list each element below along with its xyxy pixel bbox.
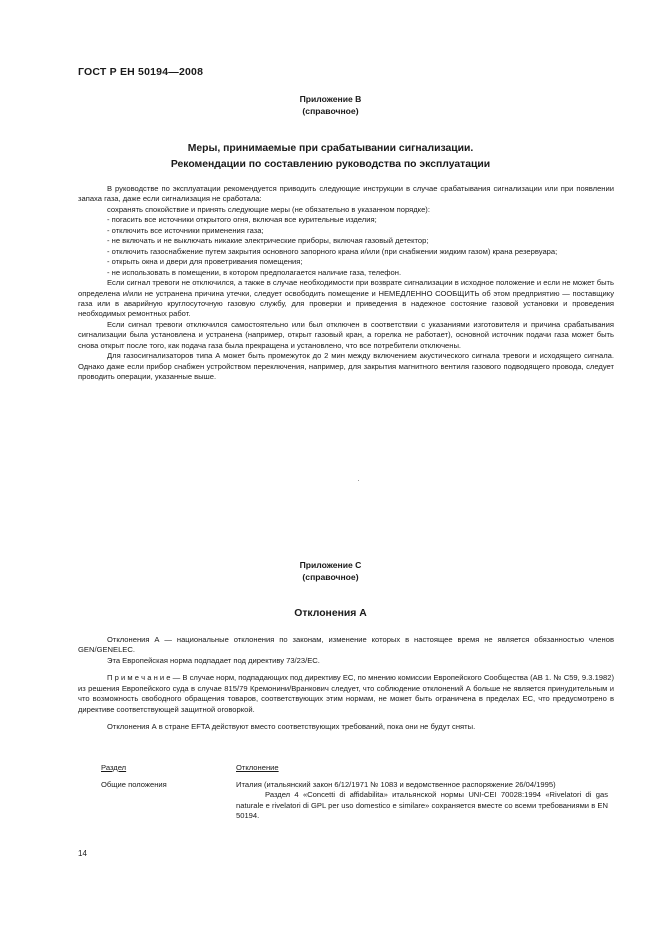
- annex-b-label: Приложение В: [299, 94, 362, 104]
- deviation-text: Раздел 4 «Concetti di affidabilita» итальянской нормы UNI-CEI 70028:1994 «Rivelatori di gas naturale e rivelatori di GPL per uso domestico e similare» сохраняется вместе со всеми требованиями в EN 50194.: [236, 790, 608, 821]
- paragraph: Отклонения А в стране EFTA действуют вместо соответствующих требований, пока они не будут сняты.: [107, 722, 476, 732]
- annex-c-note: (справочное): [302, 572, 359, 582]
- note-paragraph: П р и м е ч а н и е — В случае норм, подпадающих под директиву ЕС, по мнению комиссии Европейского Сообщества (АВ 1. № С59, 9.3.1982) из решения Европейского суда в случае 815/79 Кремонини/Вранкович следует, что соблюдение отклонений А больше не является принудительным и что возможность свободного обращения товаров, соответствующих этим нормам, не может быть ограничена в пределах ЕС, что предусмотрено в директиве соответствующей защитной оговоркой.: [78, 673, 614, 714]
- column-header-deviation: Отклонение: [236, 763, 279, 772]
- annex-b-title-line1: Меры, принимаемые при срабатывании сигнализации.: [187, 143, 474, 154]
- paragraph: Если сигнал тревоги отключился самостоятельно или был отключен в соответствии с указаниями изготовителя и причина срабатывания сигнализации была установлена и устранена (например, открыт газовый кран, а горелка не работает), основной источник подачи газа может быть снова открыт после того, как подача газа была прекращена и установлено, что все потребители отключены.: [78, 319, 614, 350]
- paragraph: Для газосигнализаторов типа А может быть промежуток до 2 мин между включением акустического сигнала тревоги и исходящего сигнала. Однако даже если прибор снабжен устройством переключения, например, для закрытия магнитного вентиля газового подводящего провода, следует проводить операции, указанные выше.: [78, 351, 614, 382]
- annex-c-label: Приложение С: [299, 560, 362, 570]
- annex-c-title: Отклонения А: [294, 608, 367, 619]
- deviation-text: Италия (итальянский закон 6/12/1971 № 1083 и ведомственное распоряжение 26/04/1995): [236, 780, 556, 789]
- list-item: - не включать и не выключать никакие электрические приборы, включая газовый детектор;: [107, 236, 429, 246]
- column-header-section: Раздел: [101, 763, 127, 772]
- paragraph: сохранять спокойствие и принять следующие меры (не обязательно в указанном порядке):: [107, 204, 430, 214]
- annex-b-title: [0, 141, 661, 173]
- annex-c-heading: [0, 559, 661, 583]
- table-cell-deviation: [236, 780, 608, 822]
- list-item: - отключить газоснабжение путем закрытия основного запорного крана и/или (при снабжении жидким газом) крана резервуара;: [107, 246, 558, 256]
- page-number: 14: [78, 849, 87, 858]
- table-cell-section: Общие положения: [101, 780, 167, 789]
- annex-b-note: (справочное): [302, 106, 359, 116]
- paragraph: Если сигнал тревоги не отключился, а также в случае необходимости при возврате сигнализации в исходное положение и если не может быть определена и/или не устранена причина утечки, следует освободить помещение и НЕМЕДЛЕННО СООБЩИТЬ об этом предприятию — поставщику газа или в аварийную круглосуточную газовую службу, для проверки и приведения в надежное состояние газовой установки и проведения необходимых ремонтных работ.: [78, 278, 614, 319]
- list-item: - не использовать в помещении, в котором предполагается наличие газа, телефон.: [107, 267, 402, 277]
- list-item: - погасить все источники открытого огня, включая все курительные изделия;: [107, 215, 377, 225]
- paragraph: Эта Европейская норма подпадает под директиву 73/23/EC.: [107, 655, 320, 665]
- annex-b-heading: [0, 93, 661, 117]
- list-item: - открыть окна и двери для проветривания помещения;: [107, 257, 303, 267]
- paragraph: Отклонения А — национальные отклонения по законам, изменение которых в настоящее время не является обязанностью членов GEN/GENELEC.: [78, 635, 614, 655]
- standard-designation: ГОСТ Р ЕН 50194—2008: [78, 66, 204, 78]
- annex-b-body: [78, 184, 614, 383]
- paragraph: В руководстве по эксплуатации рекомендуется приводить следующие инструкции в случае срабатывания сигнализации или при появлении запаха газа, даже если сигнализация не сработала:: [78, 184, 614, 204]
- annex-c-body: [78, 635, 614, 733]
- speck: [358, 480, 359, 481]
- list-item: - отключить все источники применения газа;: [107, 225, 264, 235]
- annex-b-title-line2: Рекомендации по составлению руководства по эксплуатации: [170, 159, 491, 170]
